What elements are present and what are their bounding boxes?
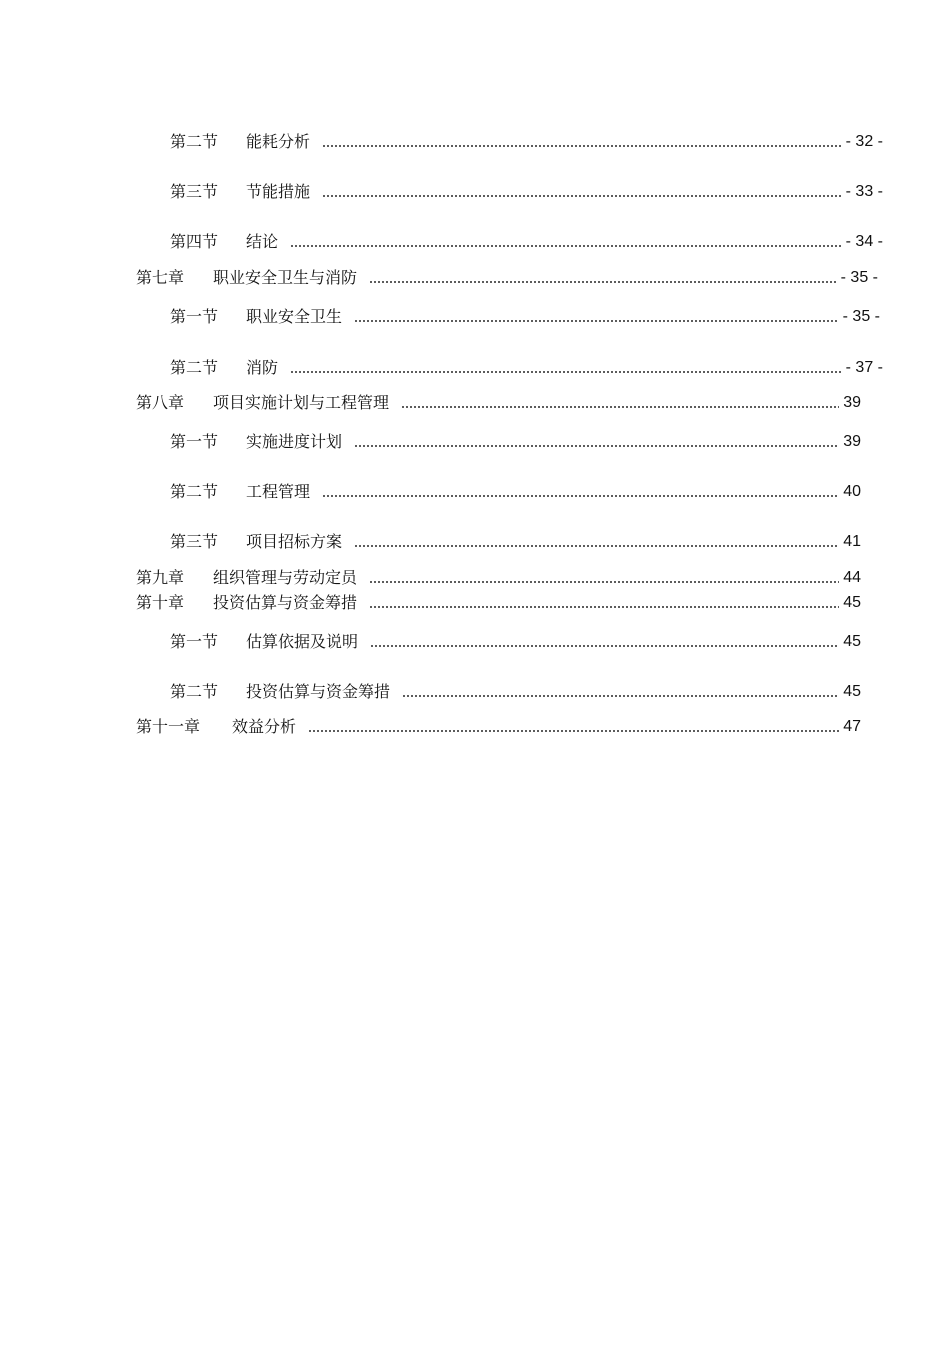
toc-entry[interactable] [136, 264, 878, 288]
toc-entry-number: 第二节 [170, 358, 219, 377]
dot-leader [369, 280, 837, 284]
dot-leader [354, 444, 839, 448]
toc-entry-number: 第七章 [136, 268, 185, 287]
toc-entry-number: 第三节 [170, 532, 219, 551]
toc-entry[interactable] [170, 178, 883, 202]
dot-leader [354, 319, 839, 323]
toc-entry[interactable] [170, 478, 861, 502]
toc-entry-page: 45 [843, 683, 861, 700]
toc-entry-title: 工程管理 [246, 482, 311, 501]
toc-entry-page: - 37 - [845, 359, 883, 376]
dot-leader [290, 244, 842, 248]
dot-leader [322, 194, 842, 198]
toc-entry[interactable] [170, 678, 861, 702]
toc-entry[interactable] [170, 303, 880, 327]
dot-leader [402, 694, 839, 698]
toc-entry[interactable] [136, 389, 861, 413]
toc-entry-number: 第一节 [170, 632, 219, 651]
toc-entry-page: - 34 - [845, 233, 883, 250]
toc-entry-title: 实施进度计划 [246, 432, 343, 451]
dot-leader [369, 605, 839, 609]
toc-entry-page: 40 [843, 483, 861, 500]
dot-leader [308, 729, 839, 733]
toc-entry[interactable] [170, 354, 883, 378]
toc-entry-number: 第三节 [170, 182, 219, 201]
toc-entry-number: 第四节 [170, 232, 219, 251]
toc-entry-page: - 33 - [845, 183, 883, 200]
toc-entry-title: 投资估算与资金筹措 [246, 682, 391, 701]
dot-leader [354, 544, 839, 548]
toc-entry-page: 45 [843, 594, 861, 611]
toc-entry-page: - 32 - [845, 133, 883, 150]
toc-entry-number: 第八章 [136, 393, 185, 412]
toc-entry-title: 消防 [246, 358, 279, 377]
toc-entry-title: 节能措施 [246, 182, 311, 201]
toc-entry-page: - 35 - [840, 269, 878, 286]
toc-entry-number: 第一节 [170, 432, 219, 451]
toc-entry[interactable] [170, 628, 861, 652]
toc-entry-title: 组织管理与劳动定员 [213, 568, 358, 587]
toc-entry-page: 45 [843, 633, 861, 650]
toc-entry-title: 效益分析 [232, 717, 297, 736]
dot-leader [290, 370, 842, 374]
toc-entry-number: 第二节 [170, 482, 219, 501]
toc-entry[interactable] [136, 564, 861, 588]
toc-entry-number: 第一节 [170, 307, 219, 326]
toc-entry-title: 项目招标方案 [246, 532, 343, 551]
toc-entry-page: 39 [843, 433, 861, 450]
toc-entry-page: 44 [843, 569, 861, 586]
toc-entry-number: 第二节 [170, 132, 219, 151]
toc-entry-number: 第十章 [136, 593, 185, 612]
toc-entry-title: 投资估算与资金筹措 [213, 593, 358, 612]
toc-entry[interactable] [170, 528, 861, 552]
dot-leader [370, 644, 839, 648]
toc-entry[interactable] [170, 128, 883, 152]
toc-entry-title: 能耗分析 [246, 132, 311, 151]
toc-entry-page: 41 [843, 533, 861, 550]
dot-leader [322, 144, 842, 148]
toc-entry-number: 第十一章 [136, 717, 201, 736]
toc-entry-page: 47 [843, 718, 861, 735]
toc-entry[interactable] [136, 589, 861, 613]
toc-entry[interactable] [170, 428, 861, 452]
toc-entry-number: 第二节 [170, 682, 219, 701]
toc-entry[interactable] [136, 713, 861, 737]
toc-entry-title: 职业安全卫生 [246, 307, 343, 326]
toc-entry-title: 估算依据及说明 [246, 632, 359, 651]
toc-entry[interactable] [170, 228, 883, 252]
toc-entry-title: 职业安全卫生与消防 [213, 268, 358, 287]
dot-leader [369, 580, 839, 584]
toc-entry-title: 项目实施计划与工程管理 [213, 393, 390, 412]
toc-entry-page: 39 [843, 394, 861, 411]
dot-leader [401, 405, 839, 409]
toc-entry-title: 结论 [246, 232, 279, 251]
dot-leader [322, 494, 839, 498]
toc-entry-number: 第九章 [136, 568, 185, 587]
toc-entry-page: - 35 - [842, 308, 880, 325]
